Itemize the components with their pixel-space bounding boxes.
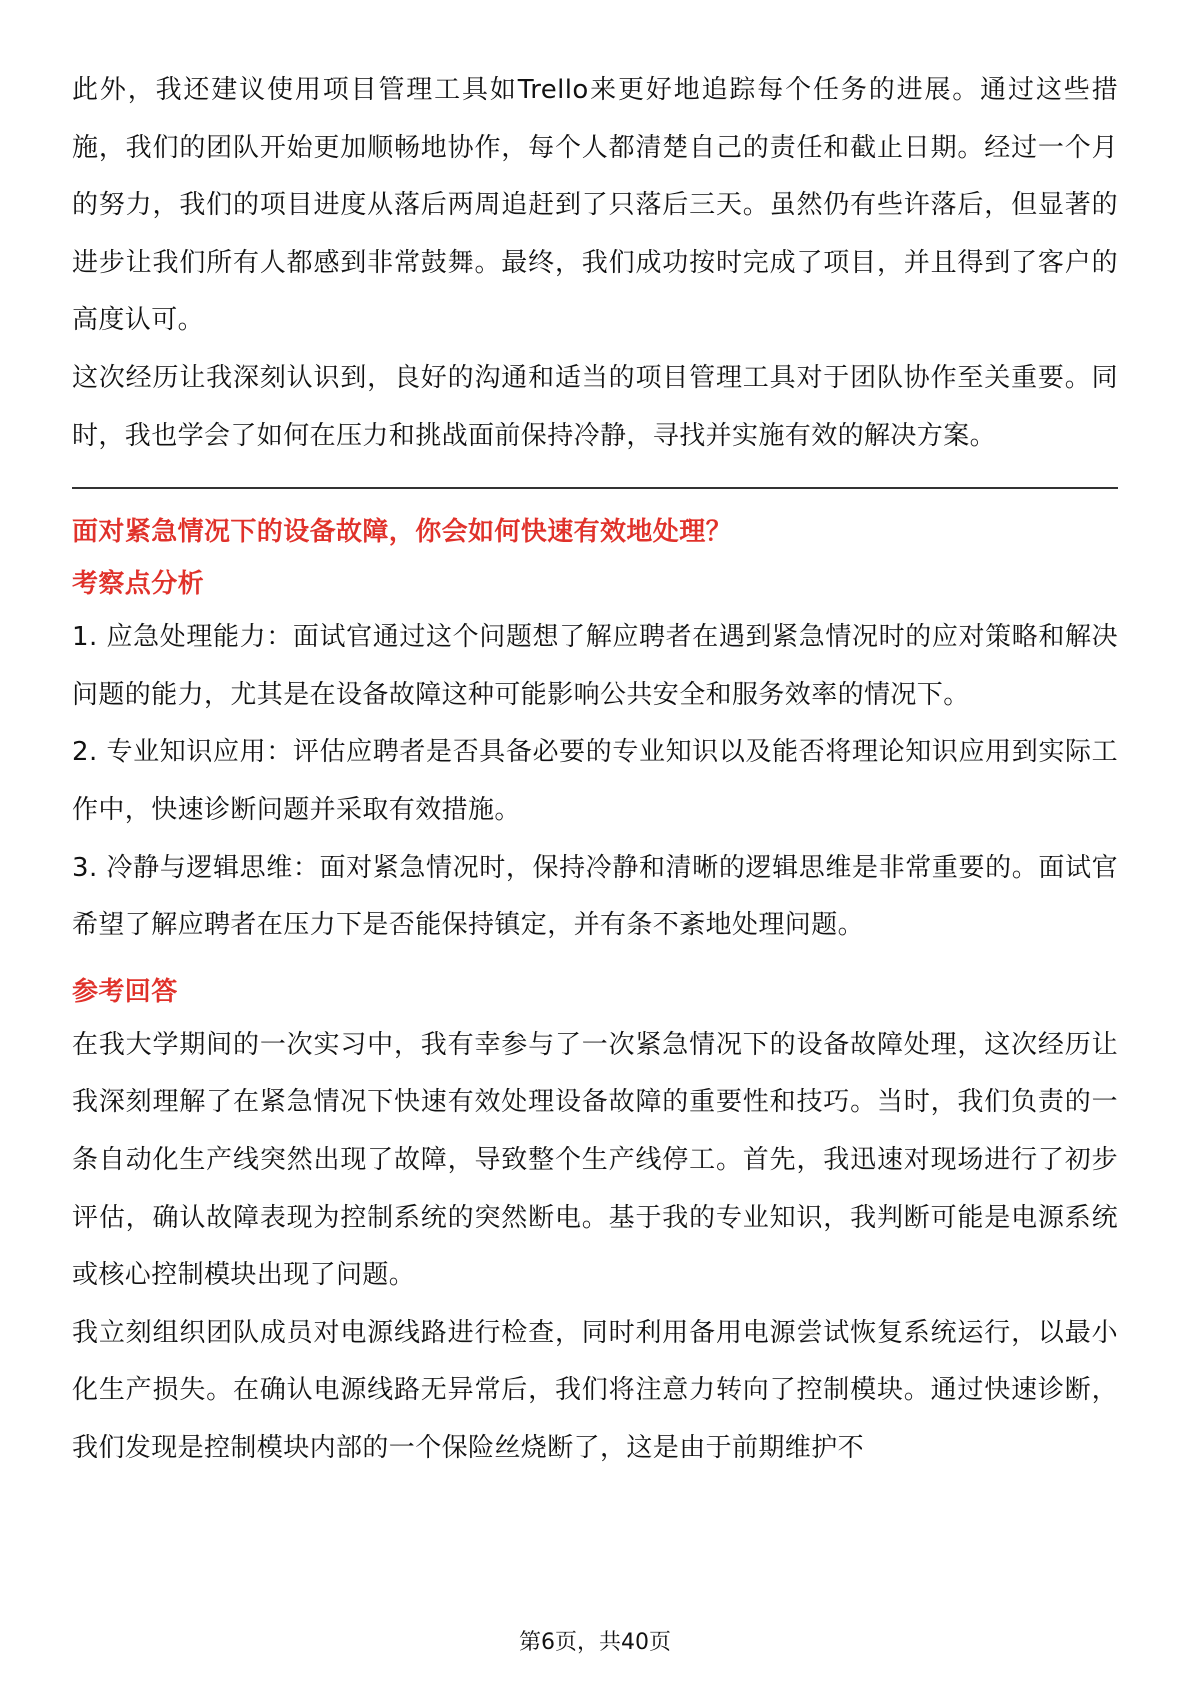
document-page (72, 62, 1118, 1477)
answer-paragraph: 在我大学期间的一次实习中，我有幸参与了一次紧急情况下的设备故障处理，这次经历让我深刻理解了在紧急情况下快速有效处理设备故障的重要性和技巧。当时，我们负责的一条自动化生产线突然出现了故障，导致整个生产线停工。首先，我迅速对现场进行了初步评估，确认故障表现为控制系统的突然断电。基于我的专业知识，我判断可能是电源系统或核心控制模块出现了问题。 (72, 1029, 1118, 1291)
question-title: 面对紧急情况下的设备故障，你会如何快速有效地处理？ (72, 517, 733, 548)
analysis-item: 3. 冷静与逻辑思维：面对紧急情况时，保持冷静和清晰的逻辑思维是非常重要的。面试官希望了解应聘者在压力下是否能保持镇定，并有条不紊地处理问题。 (72, 852, 1118, 941)
analysis-heading: 考察点分析 (72, 569, 205, 600)
analysis-item: 2. 专业知识应用：评估应聘者是否具备必要的专业知识以及能否将理论知识应用到实际工作中，快速诊断问题并采取有效措施。 (72, 737, 1118, 825)
answer-heading: 参考回答 (72, 976, 178, 1007)
section-divider (72, 487, 1118, 489)
page-number: 第6页，共40页 (519, 1630, 671, 1655)
analysis-item: 1. 应急处理能力：面试官通过这个问题想了解应聘者在遇到紧急情况时的应对策略和解决问题的能力，尤其是在设备故障这种可能影响公共安全和服务效率的情况下。 (72, 622, 1118, 710)
answer-paragraph: 我立刻组织团队成员对电源线路进行检查，同时利用备用电源尝试恢复系统运行，以最小化生产损失。在确认电源线路无异常后，我们将注意力转向了控制模块。通过快速诊断，我们发现是控制模块内部的一个保险丝烧断了，这是由于前期维护不 (72, 1317, 1118, 1463)
intro-paragraph: 此外，我还建议使用项目管理工具如Trello来更好地追踪每个任务的进展。通过这些措施，我们的团队开始更加顺畅地协作，每个人都清楚自己的责任和截止日期。经过一个月的努力，我们的项目进度从落后两周追赶到了只落后三天。虽然仍有些许落后，但显著的进步让我们所有人都感到非常鼓舞。最终，我们成功按时完成了项目，并且得到了客户的高度认可。 (72, 75, 1118, 336)
intro-paragraph: 这次经历让我深刻认识到，良好的沟通和适当的项目管理工具对于团队协作至关重要。同时，我也学会了如何在压力和挑战面前保持冷静，寻找并实施有效的解决方案。 (72, 362, 1118, 451)
